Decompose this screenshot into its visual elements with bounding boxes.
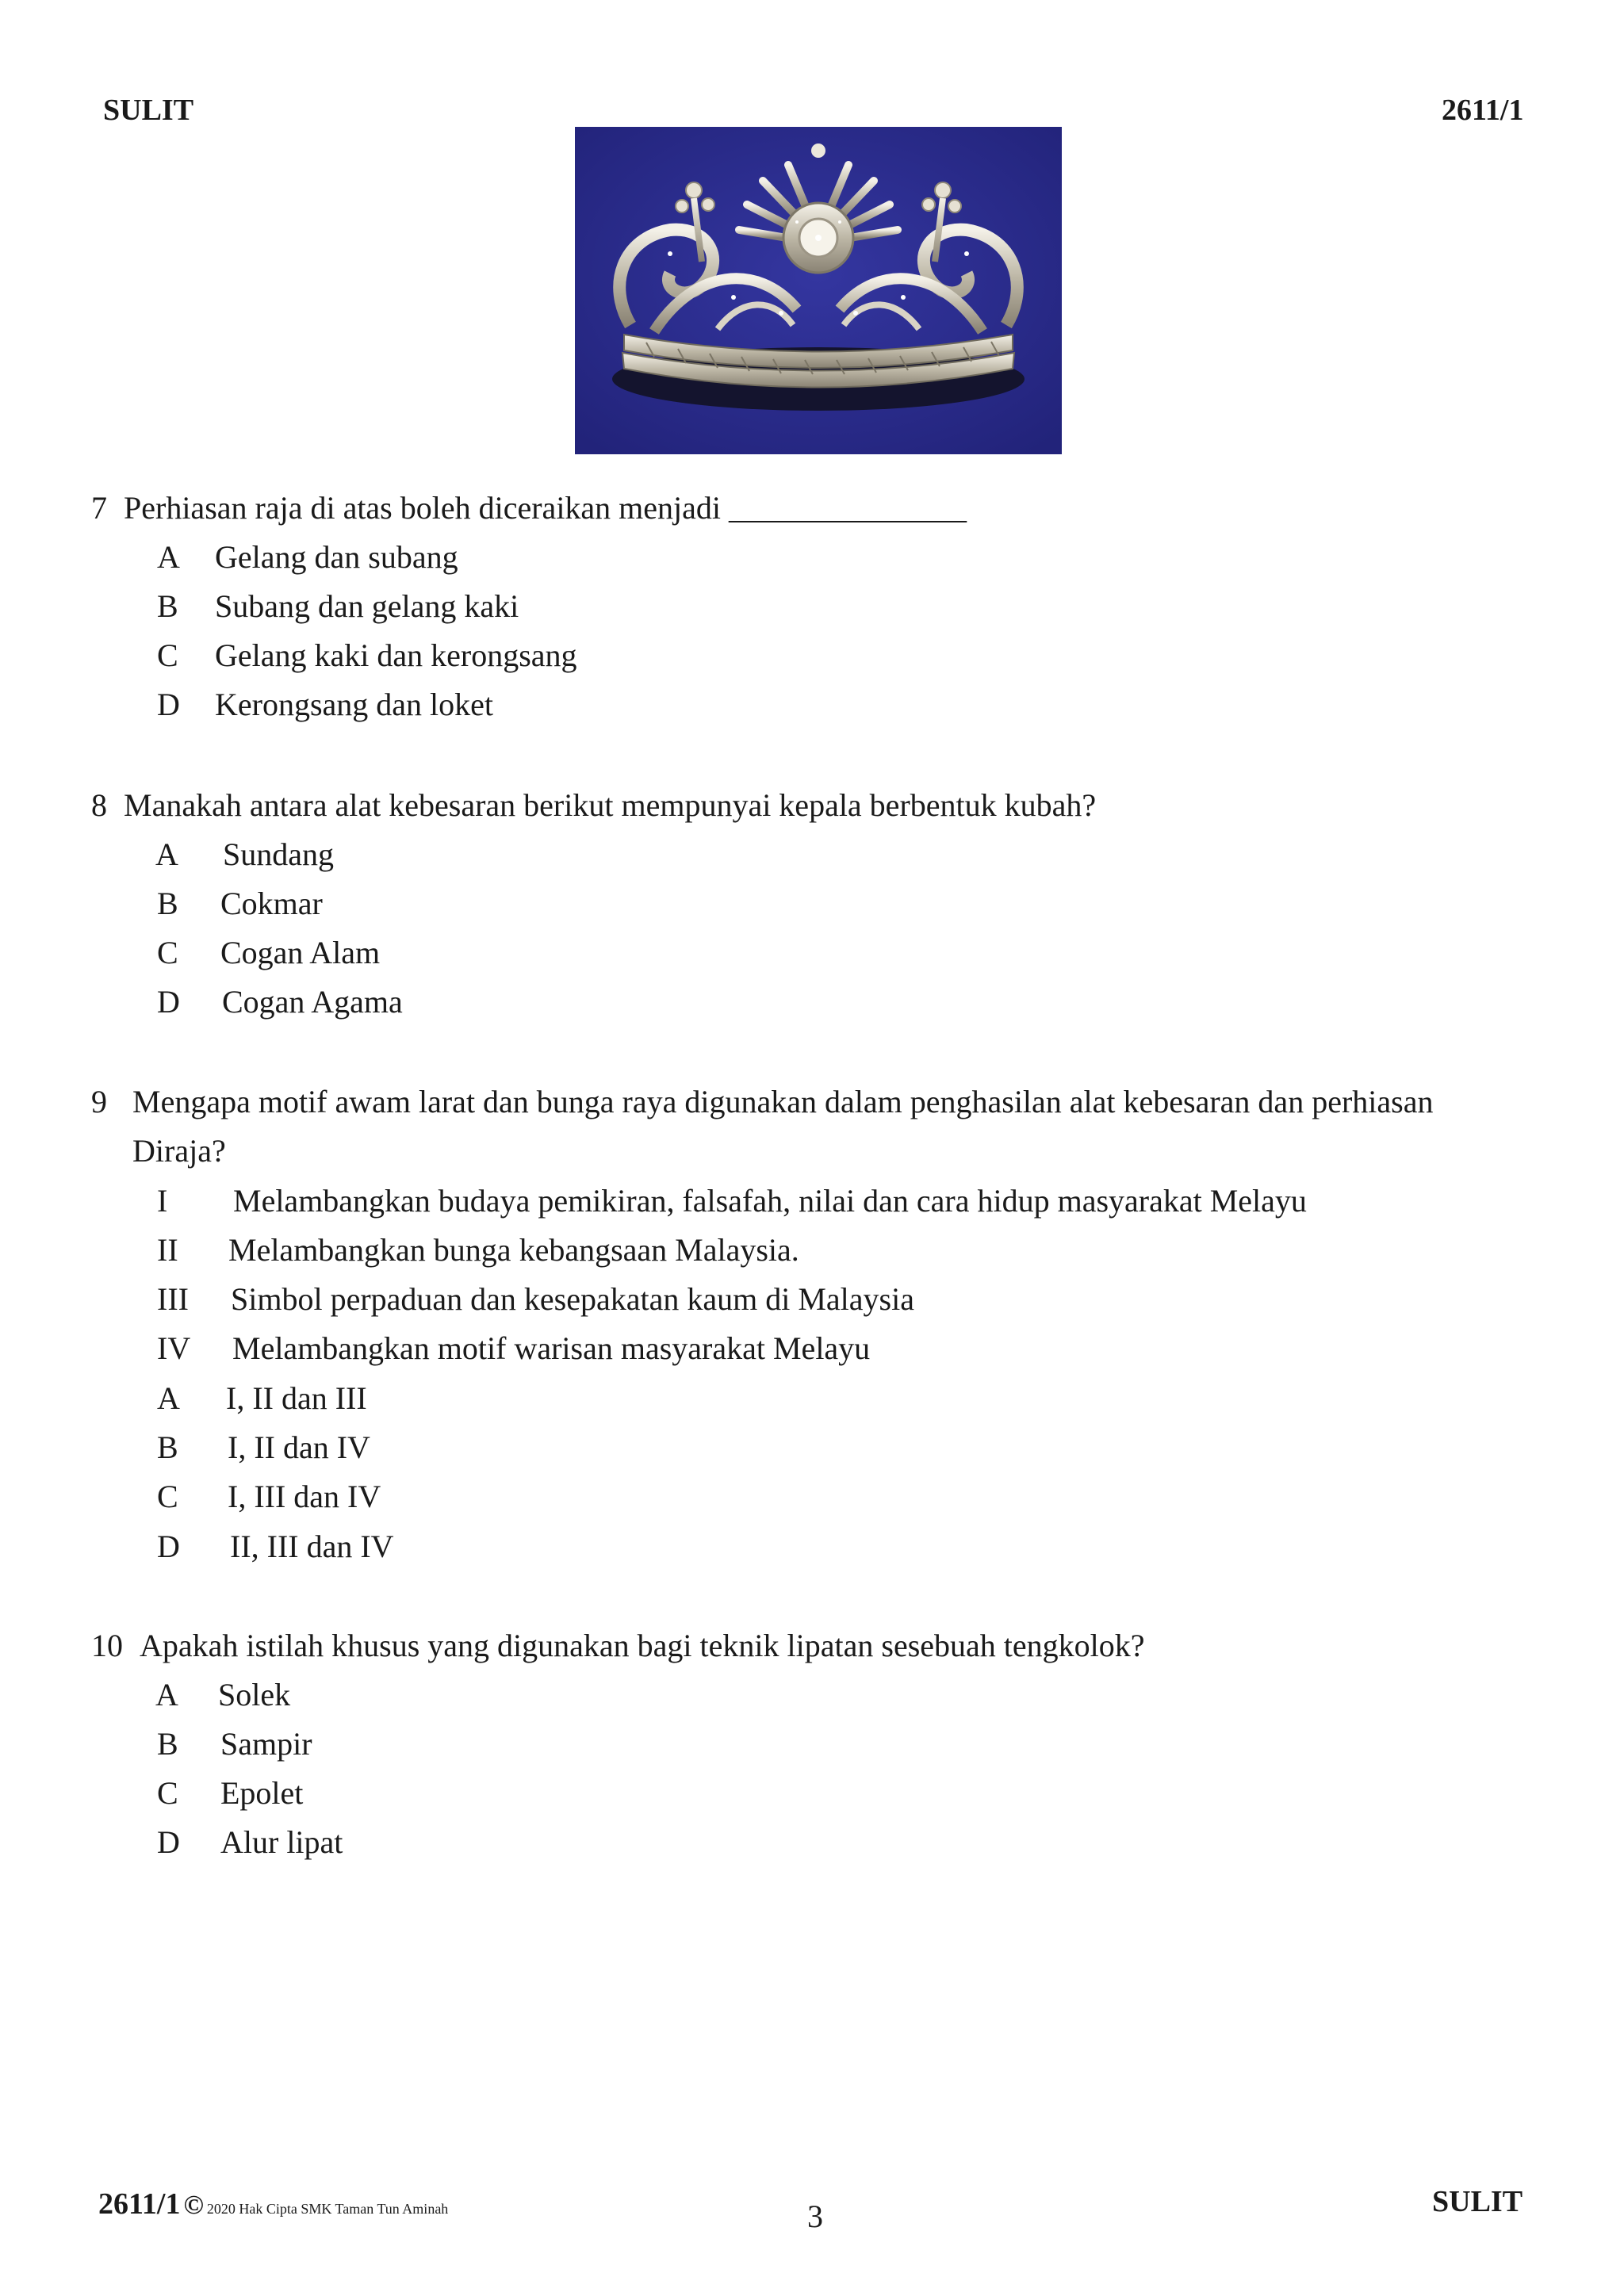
option-letter: B — [157, 1429, 178, 1465]
question-9-statement-iv — [157, 1324, 871, 1373]
option-letter: D — [157, 687, 180, 722]
option-letter: C — [157, 1479, 178, 1514]
statement-text: Melambangkan budaya pemikiran, falsafah, nilai dan cara hidup masyarakat Melayu — [233, 1183, 1307, 1219]
question-9-statement-iii — [157, 1275, 914, 1324]
question-8-option-c — [157, 928, 381, 978]
option-text: I, III dan IV — [228, 1479, 381, 1514]
option-text: I, II dan III — [226, 1380, 367, 1416]
option-text: Epolet — [220, 1775, 304, 1811]
copyright-icon: © — [183, 2191, 204, 2220]
option-letter: D — [157, 984, 180, 1020]
option-text: Kerongsang dan loket — [215, 687, 494, 722]
option-letter: A — [155, 836, 178, 872]
option-letter: B — [157, 886, 178, 921]
option-letter: B — [157, 1726, 178, 1762]
question-10-option-c — [157, 1769, 304, 1818]
question-10-text: Apakah istilah khusus yang digunakan bagi teknik lipatan sesebuah tengkolok? — [140, 1628, 1145, 1663]
option-letter: C — [157, 637, 178, 673]
question-7-option-a — [157, 533, 458, 582]
question-7-option-b — [157, 582, 519, 631]
option-letter: A — [155, 1677, 178, 1712]
statement-numeral: II — [157, 1232, 178, 1268]
option-letter: D — [157, 1529, 180, 1564]
footer-code: 2611/1 — [98, 2187, 181, 2221]
question-10-number: 10 — [91, 1628, 123, 1663]
question-9-option-a — [157, 1374, 367, 1423]
option-text: Subang dan gelang kaki — [215, 588, 519, 624]
statement-text: Melambangkan motif warisan masyarakat Melayu — [232, 1330, 871, 1366]
question-9-option-d — [157, 1522, 394, 1571]
option-text: II, III dan IV — [230, 1529, 394, 1564]
question-7-number: 7 — [91, 490, 107, 526]
option-text: Gelang dan subang — [215, 539, 458, 575]
question-7-option-c — [157, 631, 577, 680]
question-9-text-line2: Diraja? — [132, 1133, 226, 1169]
crown-icon — [575, 127, 1062, 454]
question-9-option-c — [157, 1472, 381, 1521]
page-number: 3 — [807, 2198, 823, 2234]
option-text: Gelang kaki dan kerongsang — [215, 637, 577, 673]
statement-numeral: III — [157, 1281, 189, 1317]
crown-image — [575, 127, 1062, 454]
question-9-number: 9 — [91, 1084, 107, 1119]
question-8-option-a — [155, 830, 334, 879]
question-9-option-b — [157, 1423, 370, 1472]
question-7-option-d — [157, 680, 494, 729]
question-10-option-b — [157, 1720, 312, 1769]
question-9-statement-i — [157, 1177, 1307, 1226]
question-9-statement-ii — [157, 1226, 799, 1275]
option-letter: C — [157, 935, 178, 970]
question-10-option-a — [155, 1670, 291, 1720]
option-letter: A — [157, 539, 180, 575]
question-8-option-b — [157, 879, 323, 928]
option-letter: B — [157, 588, 178, 624]
statement-text: Melambangkan bunga kebangsaan Malaysia. — [228, 1232, 799, 1268]
option-text: Alur lipat — [220, 1824, 343, 1860]
question-8-option-d — [157, 978, 403, 1027]
footer-right: SULIT — [1432, 2185, 1523, 2218]
option-text: Sampir — [220, 1726, 312, 1762]
statement-text: Simbol perpaduan dan kesepakatan kaum di Malaysia — [231, 1281, 914, 1317]
footer-left — [98, 2187, 448, 2221]
question-7-text: Perhiasan raja di atas boleh diceraikan menjadi _______________ — [124, 490, 967, 526]
question-9-text-line1: Mengapa motif awam larat dan bunga raya digunakan dalam penghasilan alat kebesaran dan perhiasan — [132, 1084, 1434, 1119]
header-right: 2611/1 — [1442, 94, 1524, 127]
option-text: Sundang — [223, 836, 334, 872]
option-letter: C — [157, 1775, 178, 1811]
statement-numeral: I — [157, 1183, 168, 1219]
question-10-option-d — [157, 1818, 343, 1867]
question-8-text: Manakah antara alat kebesaran berikut mempunyai kepala berbentuk kubah? — [124, 787, 1097, 823]
option-letter: D — [157, 1824, 180, 1860]
option-text: Cogan Agama — [222, 984, 403, 1020]
footer-copyright: 2020 Hak Cipta SMK Taman Tun Aminah — [206, 2201, 449, 2217]
question-8-number: 8 — [91, 787, 107, 823]
header-left: SULIT — [103, 94, 194, 127]
option-text: Cokmar — [220, 886, 323, 921]
option-text: Cogan Alam — [220, 935, 381, 970]
option-text: I, II dan IV — [228, 1429, 370, 1465]
statement-numeral: IV — [157, 1330, 191, 1366]
option-text: Solek — [218, 1677, 291, 1712]
option-letter: A — [157, 1380, 180, 1416]
